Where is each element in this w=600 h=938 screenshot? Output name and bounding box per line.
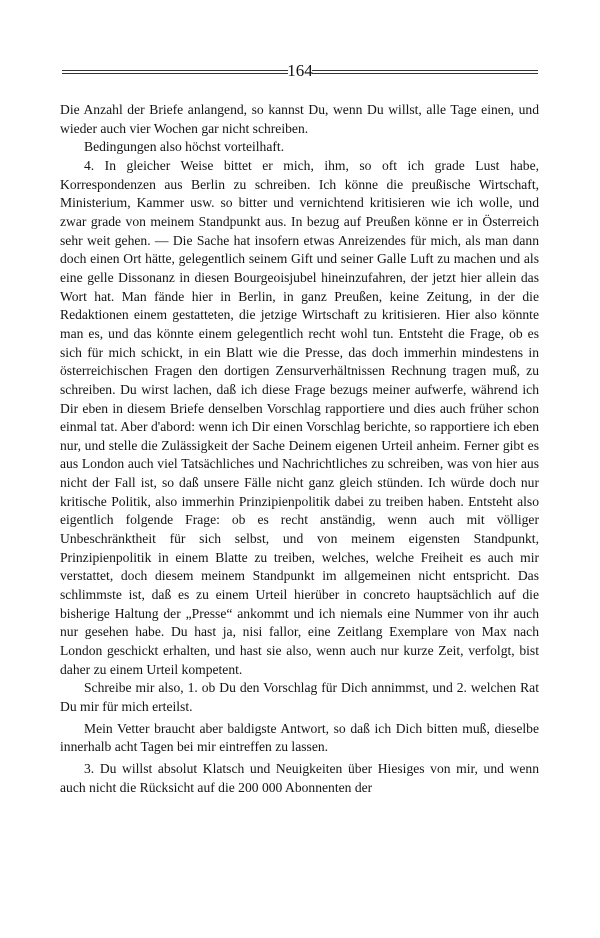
paragraph-conditions: Bedingungen also höchst vorteilhaft. bbox=[84, 139, 285, 155]
page-number: 164 bbox=[287, 61, 313, 80]
header-rule-right bbox=[312, 70, 538, 74]
paragraph-cousin-reply: Mein Vetter braucht aber baldigste Antwort, so daß ich Dich bitten muß, dieselbe innerhalb acht Tagen bei mir eintreffen zu lassen. bbox=[60, 720, 539, 755]
paragraph-point-4: 4. In gleicher Weise bittet er mich, ihm, so oft ich grade Lust habe, Korrespondenzen aus Berlin zu schreiben. Ich könne die preußische Wirtschaft, Ministerium, Kammer usw. so bitter und vernichtend kritisieren wie ich wolle, und zwar grade von meinem Standpunkt aus. In bezug auf Preußen könne er in Österreich sehr weit gehen. — Die Sache hat insofern etwas Anreizendes für mich, als man dann doch einen Ort hätte, gelegentlich seinem Gift und seiner Galle Luft zu machen und als eine gelle Dissonanz in diesen Bourgeoisjubel hineinzufahren, der jetzt hier allein das Wort hat. Man fände hier in Berlin, in ganz Preußen, keine Zeitung, in der die Redaktionen einem gestatteten, die jetzige Wirtschaft zu kritisieren. Hier also könnte man es, und das könnte einem gelegentlich recht wohl tun. Entsteht die Frage, ob es sich für mich schickt, in ein Blatt wie die Presse, das doch immerhin mindestens in österreichischen Fragen den dortigen Zensurverhältnissen Rechnung tragen muß, zu schreiben. Du wirst lachen, daß ich diese Frage bezugs meiner aufwerfe, während ich Dir eben in diesem Briefe denselben Vorschlag rapportiere und dies auch früher schon einmal tat. Aber d'abord: wenn ich Dir einen Vorschlag berichte, so rapportiere ich eben nur, und stelle die Zulässigkeit der Sache Deinem eigenen Urteil anheim. Ferner gibt es aus London auch viel Tatsächliches und Nachrichtliches zu schreiben, was von hier aus nicht der Fall ist, so daß unsere Fälle nicht ganz gleich stünden. Ich würde doch nur kritische Politik, also immerhin Prinzipienpolitik dabei zu treiben haben. Entsteht also eigentlich folgende Frage: ob es recht anständig, wenn auch mit völliger Unbeschränktheit für sich selbst, und von meinem eigensten Standpunkt, Prinzipienpolitik in einem Blatte zu treiben, welches, welche Freiheit es auch mir verstattet, doch diesem meinem Standpunkt im allgemeinen nicht entspricht. Das schlimmste ist, daß es zu einem Urteil hierüber in concreto hauptsächlich auf die bisherige Haltung der „Presse“ ankommt und ich niemals eine Nummer von ihr auch nur gesehen habe. Du hast ja, nisi fallor, eine Zeitlang Exemplare von Max nach London geschickt erhalten, und hast sie also, wenn auch nur kurze Zeit, verfolgt, bist daher zu einem Urteil kompetent. bbox=[60, 157, 539, 677]
body-text bbox=[60, 101, 539, 797]
page-header bbox=[62, 60, 538, 84]
paragraph-point-3: 3. Du willst absolut Klatsch und Neuigkeiten über Hiesiges von mir, und wenn auch nicht die Rücksicht auf die 200 000 Abonnenten der bbox=[60, 760, 539, 795]
paragraph-letters-count: Die Anzahl der Briefe anlangend, so kannst Du, wenn Du willst, alle Tage einen, und wieder auch vier Wochen gar nicht schreiben. bbox=[60, 102, 539, 136]
paragraph-request-answer: Schreibe mir also, 1. ob Du den Vorschlag für Dich annimmst, und 2. welchen Rat Du mir für mich erteilst. bbox=[60, 680, 539, 714]
